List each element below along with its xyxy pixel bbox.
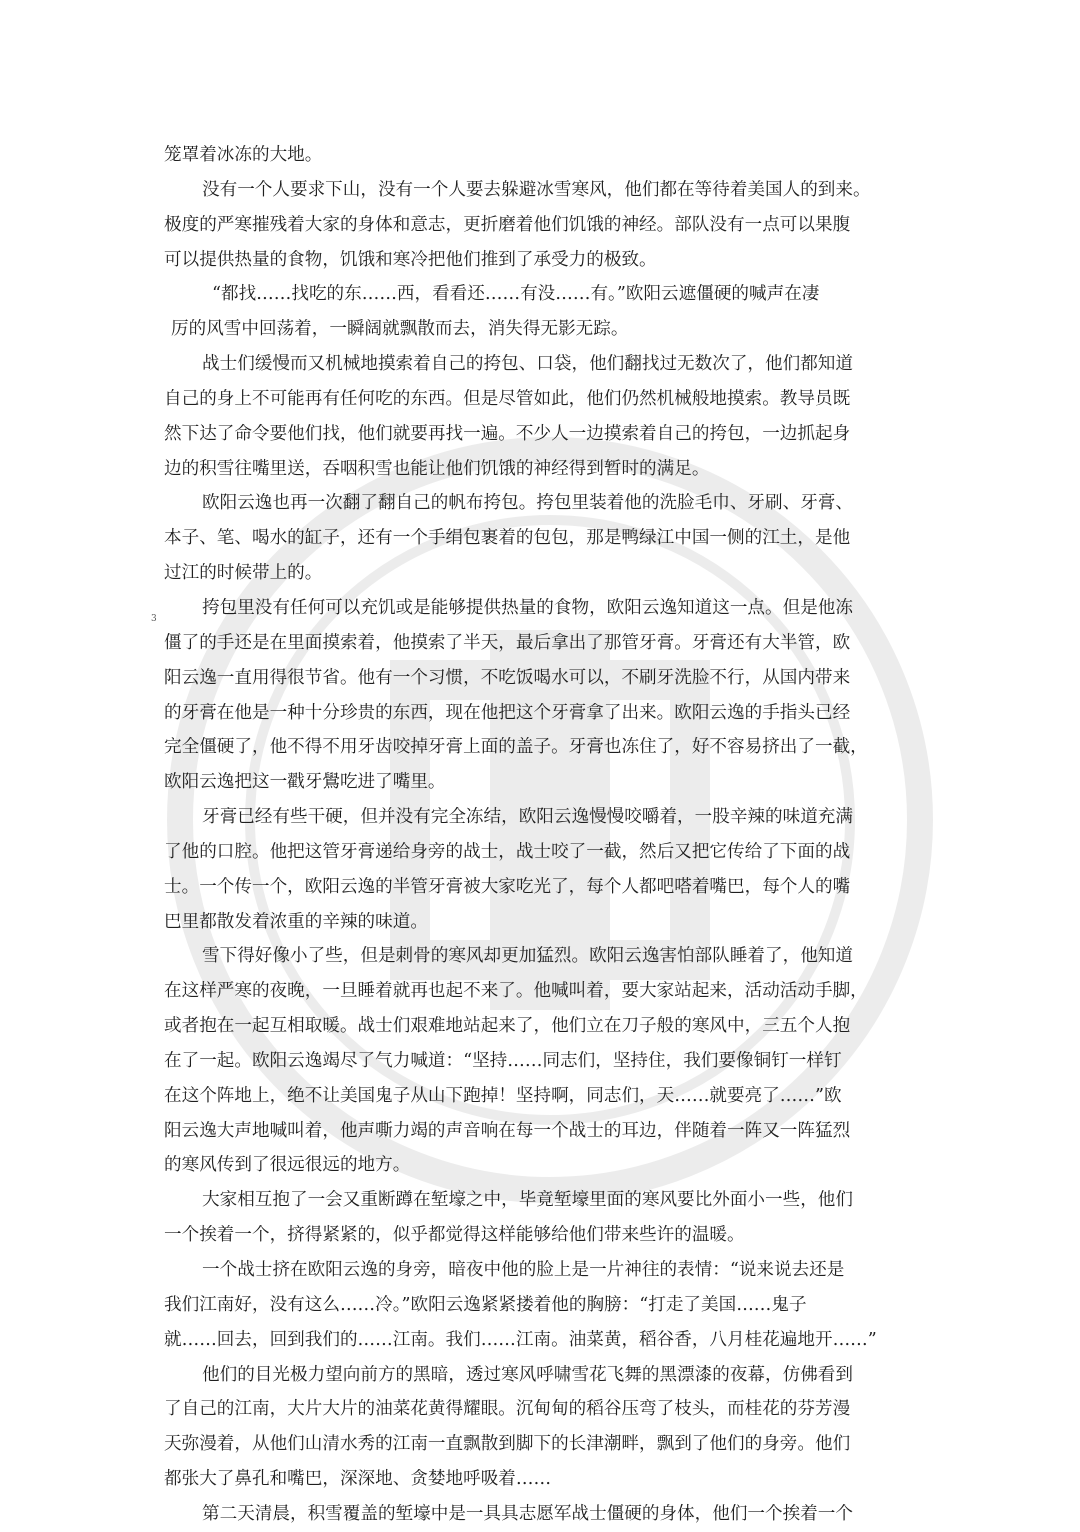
text-line: 没有一个人要求下山，没有一个人要去躲避冰雪寒风，他们都在等待着美国人的到来。	[202, 179, 871, 200]
text-line: 士。一个传一个，欧阳云逸的半管牙膏被大家吃光了，每个人都吧嗒着嘴巴，每个人的嘴	[164, 876, 851, 897]
text-line: 然下达了命令要他们找，他们就要再找一遍。不少人一边摸索着自己的挎包，一边抓起身	[164, 423, 851, 444]
text-line: 僵了的手还是在里面摸索着，他摸索了半天，最后拿出了那管牙膏。牙膏还有大半管，欧	[164, 632, 851, 653]
text-line: 雪下得好像小了些，但是刺骨的寒风却更加猛烈。欧阳云逸害怕部队睡着了，他知道	[202, 946, 853, 967]
text-line: 完全僵硬了，他不得不用牙齿咬掉牙膏上面的盖子。牙膏也冻住了，好不容易挤出了一截，	[164, 737, 868, 758]
text-line: 可以提供热量的食物，饥饿和寒冷把他们推到了承受力的极致。	[164, 249, 657, 270]
text-line: 的寒风传到了很远很远的地方。	[164, 1155, 411, 1176]
page-marker: 3	[151, 614, 157, 624]
text-line: 或者抱在一起互相取暖。战士们艰难地站起来了，他们立在刀子般的寒风中，三五个人抱	[164, 1016, 851, 1037]
text-line: 战士们缓慢而又机械地摸索着自己的挎包、口袋，他们翻找过无数次了，他们都知道	[202, 354, 853, 375]
text-line: 边的积雪往嘴里送，吞咽积雪也能让他们饥饿的神经得到暂时的满足。	[164, 458, 710, 479]
text-line: “都找……找吃的东……西，看看还……有没……有。”欧阳云遮僵硬的喊声在凄	[212, 284, 820, 305]
text-line: 笼罩着冰冻的大地。	[164, 145, 323, 165]
text-line: 他们的目光极力望向前方的黑暗，透过寒风呼啸雪花飞舞的黑漂漆的夜幕，仿佛看到	[202, 1364, 853, 1385]
text-line: 牙膏已经有些干硬，但并没有完全冻结，欧阳云逸慢慢咬嚼着，一股辛辣的味道充满	[202, 807, 853, 828]
text-line: 自己的身上不可能再有任何吃的东西。但是尽管如此，他们仍然机械般地摸索。教导员既	[164, 388, 851, 409]
text-line: 就……回去，回到我们的……江南。我们……江南。油菜黄，稻谷香，八月桂花遍地开……”	[164, 1329, 877, 1350]
text-line: 都张大了鼻孔和嘴巴，深深地、贪婪地呼吸着……	[164, 1469, 552, 1490]
text-line: 在这个阵地上，绝不让美国鬼子从山下跑掉！坚持啊，同志们，天……就要亮了……”欧	[164, 1085, 842, 1106]
text-line: 天弥漫着，从他们山清水秀的江南一直飘散到脚下的长津潮畔，飘到了他们的身旁。他们	[164, 1434, 851, 1455]
text-line: 欧阳云逸也再一次翻了翻自己的帆布挎包。挎包里装着他的洗脸毛巾、牙刷、牙膏、	[202, 493, 853, 514]
text-line: 阳云逸一直用得很节省。他有一个习惯，不吃饭喝水可以，不刷牙洗脸不行，从国内带来	[164, 667, 851, 688]
text-line: 了他的口腔。他把这管牙膏递给身旁的战士，战士咬了一截，然后又把它传给了下面的战	[164, 841, 851, 862]
text-line: 本子、笔、喝水的缸子，还有一个手绢包裹着的包包，那是鸭绿江中国一侧的江土，是他	[164, 528, 851, 549]
text-line: 了自己的江南，大片大片的油菜花黄得耀眼。沉甸甸的稻谷压弯了枝头，而桂花的芬芳漫	[164, 1399, 851, 1420]
text-line: 挎包里没有任何可以充饥或是能够提供热量的食物，欧阳云逸知道这一点。但是他冻	[202, 597, 853, 618]
text-line: 阳云逸大声地喊叫着，他声嘶力竭的声音响在每一个战士的耳边，伴随着一阵又一阵猛烈	[164, 1120, 851, 1141]
text-line: 过江的时候带上的。	[164, 563, 323, 584]
text-line: 一个战士挤在欧阳云逸的身旁，暗夜中他的脸上是一片神往的表情：“说来说去还是	[202, 1260, 845, 1280]
text-line: 第二天清晨，积雪覆盖的堑壕中是一具具志愿军战士僵硬的身体，他们一个挨着一个	[202, 1503, 853, 1524]
text-line: 在这样严寒的夜晚，一旦睡着就再也起不来了。他喊叫着，要大家站起来，活动活动手脚，	[164, 981, 868, 1002]
text-line: 厉的风雪中回荡着，一瞬阔就飘散而去，消失得无影无踪。	[171, 319, 629, 340]
text-line: 巴里都散发着浓重的辛辣的味道。	[164, 911, 428, 932]
text-line: 一个挨着一个，挤得紧紧的，似乎都觉得这样能够给他们带来些许的温暖。	[164, 1225, 745, 1246]
document-text	[164, 138, 924, 1532]
text-line: 我们江南好，没有这么……冷。”欧阳云逸紧紧搂着他的胸膀：“打走了美国……鬼子	[164, 1294, 807, 1315]
text-line: 极度的严寒摧残着大家的身体和意志，更折磨着他们饥饿的神经。部队没有一点可以果腹	[164, 214, 851, 235]
text-line: 在了一起。欧阳云逸竭尽了气力喊道：“坚持……同志们，坚持住，我们要像铜钉一样钉	[164, 1050, 842, 1071]
text-line: 的牙膏在他是一种十分珍贵的东西，现在他把这个牙膏拿了出来。欧阳云逸的手指头已经	[164, 702, 851, 723]
text-line: 欧阳云逸把这一戳牙鷽吃进了嘴里。	[164, 772, 446, 793]
text-line: 大家相互抱了一会又重断蹲在堑壕之中，毕竟堑壕里面的寒风要比外面小一些，他们	[202, 1190, 853, 1211]
